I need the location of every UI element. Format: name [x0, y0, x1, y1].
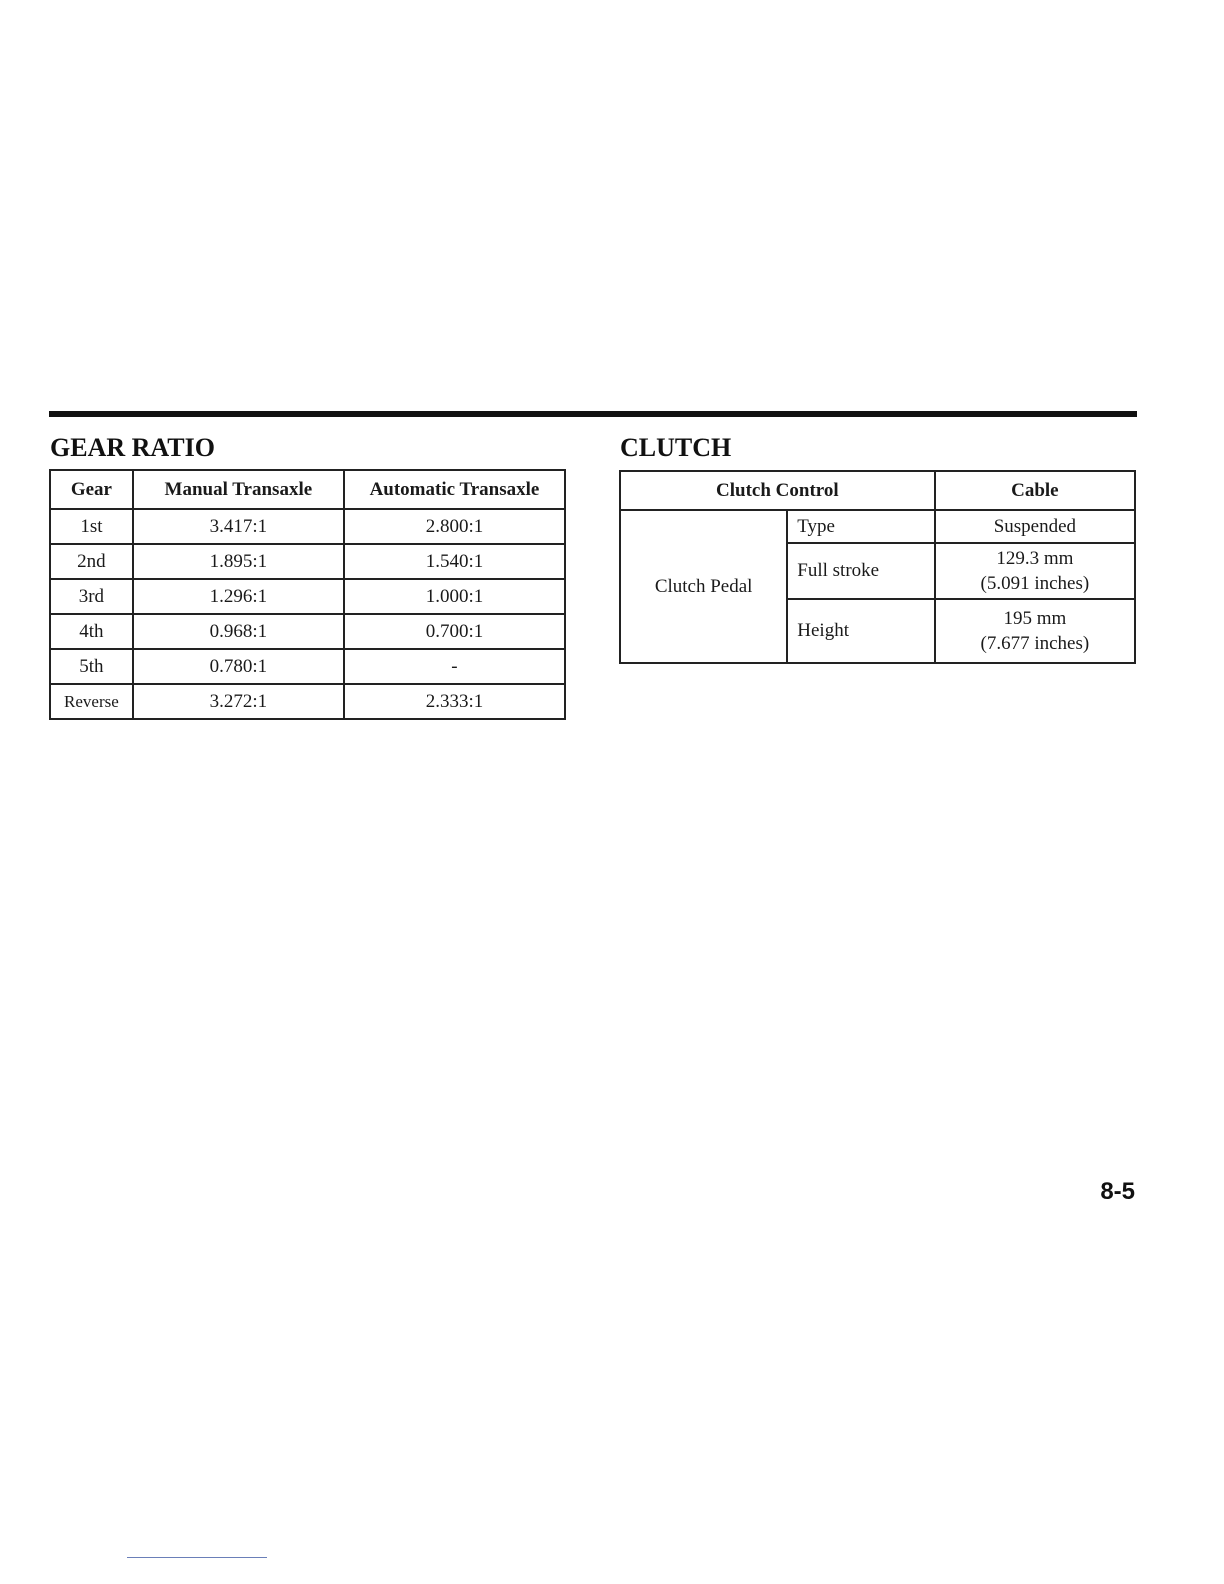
gear-ratio-table — [49, 469, 566, 720]
value-cell — [935, 510, 1135, 543]
gear-cell: 5th — [50, 649, 133, 684]
footer-rule — [127, 1557, 267, 1558]
table-row — [50, 649, 565, 684]
manual-ratio-cell: 1.296:1 — [133, 579, 344, 614]
table-row — [50, 684, 565, 719]
item-cell: Height — [787, 599, 934, 663]
table-row — [50, 544, 565, 579]
clutch-pedal-cell: Clutch Pedal — [620, 510, 787, 663]
gear-cell: Reverse — [50, 684, 133, 719]
value-line: Suspended — [993, 516, 1077, 537]
top-rule — [49, 411, 1137, 417]
value-line: 129.3 mm — [996, 548, 1074, 569]
item-cell: Full stroke — [787, 543, 934, 599]
automatic-ratio-cell: 2.333:1 — [344, 684, 565, 719]
manual-ratio-cell: 1.895:1 — [133, 544, 344, 579]
gear-cell: 1st — [50, 509, 133, 544]
page-number: 8-5 — [1100, 1178, 1135, 1205]
table-header-row — [50, 470, 565, 509]
header-gear: Gear — [50, 470, 133, 509]
header-manual-transaxle: Manual Transaxle — [133, 470, 344, 509]
value-cell — [935, 543, 1135, 599]
header-clutch-control: Clutch Control — [620, 471, 935, 510]
clutch-table — [619, 470, 1136, 664]
value-cell — [935, 599, 1135, 663]
automatic-ratio-cell: 1.000:1 — [344, 579, 565, 614]
gear-cell: 2nd — [50, 544, 133, 579]
value-line: (5.091 inches) — [980, 573, 1090, 594]
manual-ratio-cell: 3.272:1 — [133, 684, 344, 719]
table-row — [50, 509, 565, 544]
table-row — [50, 614, 565, 649]
manual-ratio-cell: 0.968:1 — [133, 614, 344, 649]
value-line: 195 mm — [1003, 608, 1067, 629]
manual-ratio-cell: 3.417:1 — [133, 509, 344, 544]
table-row — [50, 579, 565, 614]
value-line: (7.677 inches) — [980, 633, 1090, 654]
manual-ratio-cell: 0.780:1 — [133, 649, 344, 684]
gear-ratio-title: GEAR RATIO — [50, 433, 215, 462]
automatic-ratio-cell: 2.800:1 — [344, 509, 565, 544]
header-cable: Cable — [935, 471, 1135, 510]
automatic-ratio-cell: - — [344, 649, 565, 684]
gear-cell: 4th — [50, 614, 133, 649]
table-header-row — [620, 471, 1135, 510]
table-row — [620, 510, 1135, 543]
clutch-title: CLUTCH — [620, 433, 732, 462]
item-cell: Type — [787, 510, 934, 543]
gear-cell: 3rd — [50, 579, 133, 614]
automatic-ratio-cell: 0.700:1 — [344, 614, 565, 649]
header-automatic-transaxle: Automatic Transaxle — [344, 470, 565, 509]
automatic-ratio-cell: 1.540:1 — [344, 544, 565, 579]
